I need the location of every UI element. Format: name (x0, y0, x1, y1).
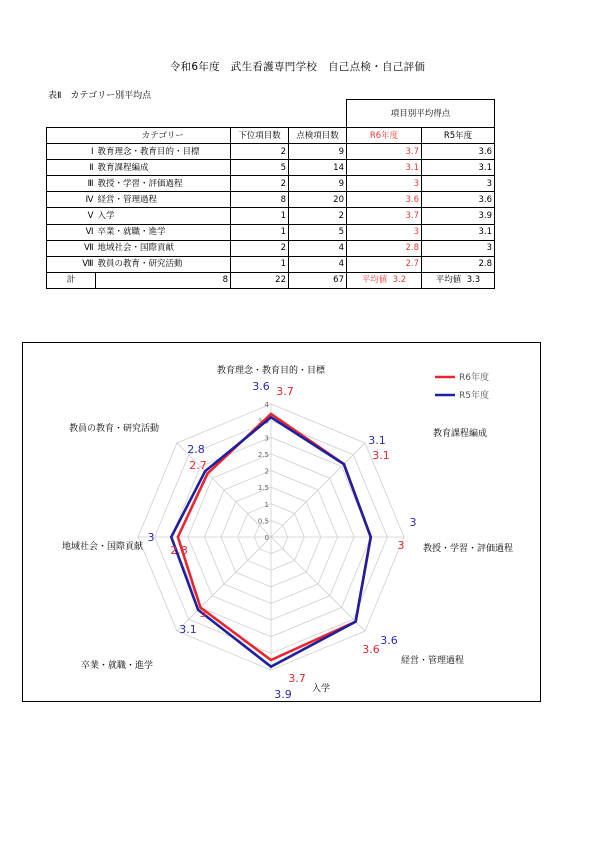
data-label-r5: 2.8 (187, 443, 205, 456)
row-sub-items: 5 (231, 160, 289, 176)
total-r6-value: 3.2 (392, 275, 407, 286)
radial-tick-label: 0.5 (257, 517, 269, 526)
axis-category-label: 教育理念・教育目的・目標 (216, 366, 326, 376)
table-row (47, 144, 495, 160)
row-category: 経営・管理過程 (96, 192, 231, 208)
category-table (46, 99, 495, 289)
row-check-items: 4 (289, 256, 347, 272)
radial-tick-label: 0 (264, 534, 269, 542)
header-r5: R5年度 (422, 128, 495, 144)
data-label-r6: 3 (397, 539, 405, 552)
data-label-r6: 2.8 (170, 544, 188, 557)
row-number: Ⅷ (47, 256, 96, 272)
table-row (47, 256, 495, 272)
radar-chart-svg (23, 343, 540, 701)
table-row (47, 176, 495, 192)
row-sub-items: 2 (231, 144, 289, 160)
data-label-r5: 3.6 (380, 634, 398, 647)
table-total-row (47, 272, 495, 288)
row-r5: 3.6 (422, 192, 495, 208)
legend-label: R5年度 (459, 391, 489, 401)
row-category: 入学 (96, 208, 231, 224)
row-check-items: 20 (289, 192, 347, 208)
header-r6: R6年度 (347, 128, 422, 144)
row-number: Ⅶ (47, 240, 96, 256)
total-label: 計 (47, 272, 96, 288)
data-label-r5: 3.1 (368, 434, 386, 447)
table-row (47, 192, 495, 208)
data-label-r5: 3.6 (252, 380, 270, 393)
radial-tick-label: 3 (264, 434, 269, 443)
row-sub-items: 8 (231, 192, 289, 208)
row-r5: 2.8 (422, 256, 495, 272)
table-row (47, 240, 495, 256)
row-number: Ⅰ (47, 144, 96, 160)
group-header: 項目別平均得点 (347, 100, 495, 128)
radial-tick-label: 3.5 (257, 417, 269, 426)
axis-category-label: 地域社会・国際貢献 (61, 542, 143, 552)
row-r6: 3.6 (347, 192, 422, 208)
row-r5: 3.6 (422, 144, 495, 160)
row-number: Ⅱ (47, 160, 96, 176)
row-number: Ⅲ (47, 176, 96, 192)
total-categories: 8 (96, 272, 231, 288)
axis-category-label: 教員の教育・研究活動 (68, 424, 159, 434)
row-r5: 3 (422, 176, 495, 192)
data-label-r6: 3.1 (372, 449, 390, 462)
row-category: 教育理念・教育目的・目標 (96, 144, 231, 160)
table-header-row (47, 128, 495, 144)
total-r5-value: 3.3 (466, 275, 481, 286)
row-category: 教授・学習・評価過程 (96, 176, 231, 192)
radar-chart (22, 342, 541, 702)
data-label-r5: 3 (147, 531, 155, 544)
radial-tick-label: 2.5 (257, 450, 269, 459)
table-caption: 表Ⅱ カテゴリー別平均点 (48, 91, 152, 101)
radial-tick-label: 1.5 (257, 484, 269, 493)
row-check-items: 14 (289, 160, 347, 176)
row-r5: 3.9 (422, 208, 495, 224)
total-r5-label: 平均値 (435, 275, 462, 286)
row-r6: 3 (347, 176, 422, 192)
data-label-r6: 3 (199, 607, 207, 620)
data-label-r6: 2.7 (189, 459, 207, 472)
row-r6: 3.1 (347, 160, 422, 176)
row-sub-items: 2 (231, 176, 289, 192)
row-check-items: 9 (289, 176, 347, 192)
axis-category-label: 教授・学習・評価過程 (423, 544, 514, 554)
row-category: 地域社会・国際貢献 (96, 240, 231, 256)
row-check-items: 2 (289, 208, 347, 224)
row-r6: 3 (347, 224, 422, 240)
row-r5: 3.1 (422, 160, 495, 176)
row-r6: 3.7 (347, 144, 422, 160)
row-check-items: 5 (289, 224, 347, 240)
row-number: Ⅴ (47, 208, 96, 224)
table-group-header-row (47, 100, 495, 128)
table-row (47, 208, 495, 224)
row-sub-items: 1 (231, 208, 289, 224)
row-r5: 3 (422, 240, 495, 256)
legend-label: R6年度 (459, 373, 489, 383)
row-check-items: 9 (289, 144, 347, 160)
header-category: カテゴリー (96, 128, 231, 144)
data-label-r5: 3.1 (179, 623, 197, 636)
row-category: 卒業・就職・進学 (96, 224, 231, 240)
row-r6: 2.8 (347, 240, 422, 256)
row-r6: 2.7 (347, 256, 422, 272)
row-sub-items: 1 (231, 256, 289, 272)
axis-category-label: 卒業・就職・進学 (80, 661, 153, 671)
total-r6 (347, 272, 422, 288)
row-number: Ⅵ (47, 224, 96, 240)
header-sub-items: 下位項目数 (231, 128, 289, 144)
row-category: 教員の教育・研究活動 (96, 256, 231, 272)
data-label-r5: 3 (409, 516, 417, 529)
data-label-r6: 3.6 (362, 643, 380, 656)
axis-category-label: 経営・管理過程 (401, 656, 465, 666)
radial-tick-label: 2 (264, 467, 269, 476)
row-r5: 3.1 (422, 224, 495, 240)
document-title: 令和6年度 武生看護専門学校 自己点検・自己評価 (169, 61, 426, 73)
total-r6-label: 平均値 (361, 275, 388, 286)
axis-category-label: 教育課程編成 (433, 429, 488, 439)
data-label-r5: 3.9 (274, 688, 292, 701)
row-number: Ⅳ (47, 192, 96, 208)
total-sub-items: 22 (231, 272, 289, 288)
radial-tick-label: 1 (264, 500, 269, 509)
table-row (47, 160, 495, 176)
table-row (47, 224, 495, 240)
data-label-r6: 3.7 (288, 672, 306, 685)
row-r6: 3.7 (347, 208, 422, 224)
row-sub-items: 2 (231, 240, 289, 256)
radial-tick-label: 4 (264, 401, 269, 409)
total-r5 (422, 272, 495, 288)
data-label-r6: 3.7 (276, 385, 294, 398)
row-sub-items: 1 (231, 224, 289, 240)
row-check-items: 4 (289, 240, 347, 256)
row-category: 教育課程編成 (96, 160, 231, 176)
axis-category-label: 入学 (311, 684, 331, 694)
header-check-items: 点検項目数 (289, 128, 347, 144)
total-check-items: 67 (289, 272, 347, 288)
